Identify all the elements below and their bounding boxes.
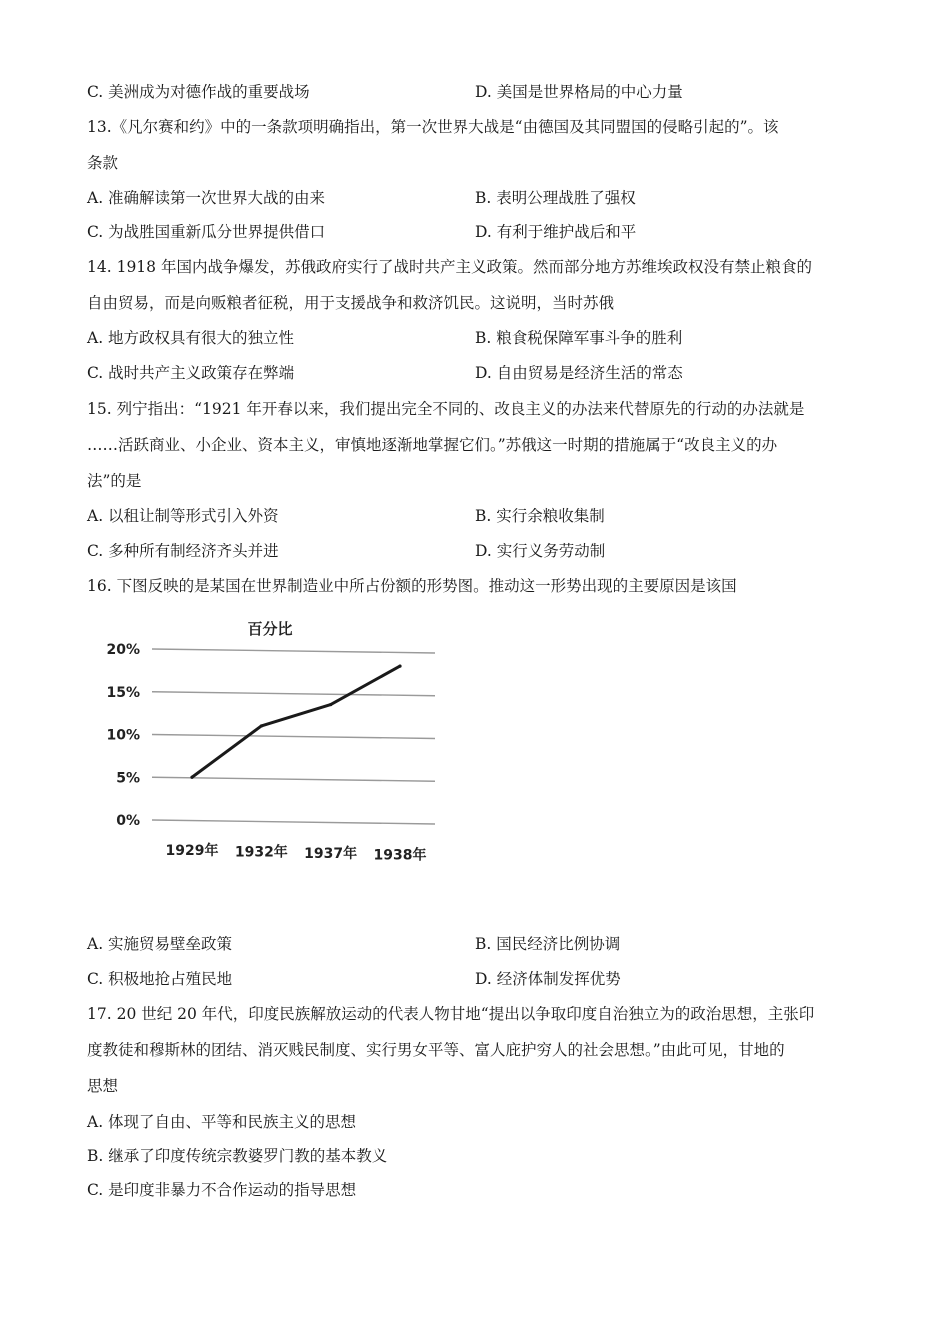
q17-option-b: B. 继承了印度传统宗教婆罗门教的基本教义 <box>87 1147 388 1165</box>
q13-stem-line2: 条款 <box>87 154 119 172</box>
q17-stem-line3: 思想 <box>87 1077 119 1095</box>
q12-option-d: D. 美国是世界格局的中心力量 <box>475 83 683 101</box>
data-point <box>190 776 193 779</box>
q15-stem-line3: 法”的是 <box>87 472 142 490</box>
gridline <box>152 692 435 696</box>
q17-option-c: C. 是印度非暴力不合作运动的指导思想 <box>87 1181 357 1199</box>
x-tick-label: 1932年 <box>234 844 288 861</box>
x-tick-label: 1929年 <box>165 843 219 859</box>
q16-option-a: A. 实施贸易壁垒政策 <box>87 935 233 953</box>
manufacturing-share-chart <box>100 612 445 882</box>
data-point <box>260 724 263 727</box>
q17-stem-line2: 度教徒和穆斯林的团结、消灭贱民制度、实行男女平等、富人庇护穷人的社会思想。”由此可见，甘地的 <box>87 1041 785 1059</box>
q13-option-c: C. 为战胜国重新瓜分世界提供借口 <box>87 223 326 241</box>
data-point <box>398 665 401 668</box>
q14-option-a: A. 地方政权具有很大的独立性 <box>87 329 295 347</box>
q15-option-d: D. 实行义务劳动制 <box>475 542 606 560</box>
q14-option-d: D. 自由贸易是经济生活的常态 <box>475 364 683 382</box>
gridline <box>152 735 435 739</box>
q12-option-c: C. 美洲成为对德作战的重要战场 <box>87 83 310 101</box>
q14-option-b: B. 粮食税保障军事斗争的胜利 <box>475 329 683 347</box>
y-tick-label: 20% <box>106 642 140 658</box>
x-tick-label: 1937年 <box>304 846 358 862</box>
q15-option-a: A. 以租让制等形式引入外资 <box>87 507 279 525</box>
q13-option-b: B. 表明公理战胜了强权 <box>475 189 636 207</box>
q14-stem-line2: 自由贸易，而是向贩粮者征税，用于支援战争和救济饥民。这说明，当时苏俄 <box>87 294 615 312</box>
chart-title: 百分比 <box>247 620 293 638</box>
q13-option-a: A. 准确解读第一次世界大战的由来 <box>87 189 326 207</box>
y-tick-label: 0% <box>116 813 140 829</box>
q16-option-c: C. 积极地抢占殖民地 <box>87 970 233 988</box>
q17-stem-line1: 17. 20 世纪 20 年代，印度民族解放运动的代表人物甘地“提出以争取印度自治独立为的政治思想，主张印 <box>87 1005 815 1023</box>
q14-stem-line1: 14. 1918 年国内战争爆发，苏俄政府实行了战时共产主义政策。然而部分地方苏维埃政权没有禁止粮食的 <box>87 258 812 276</box>
q16-option-d: D. 经济体制发挥优势 <box>475 970 621 988</box>
y-tick-label: 5% <box>116 770 140 787</box>
q13-option-d: D. 有利于维护战后和平 <box>475 223 637 241</box>
data-point <box>329 703 332 706</box>
x-tick-label: 1938年 <box>373 847 427 864</box>
q17-option-a: A. 体现了自由、平等和民族主义的思想 <box>87 1113 357 1131</box>
q15-stem-line2: ……活跃商业、小企业、资本主义，审慎地逐渐地掌握它们。”苏俄这一时期的措施属于“改良主义的办 <box>87 436 778 454</box>
q15-stem-line1: 15. 列宁指出：“1921 年开春以来，我们提出完全不同的、改良主义的办法来代替原先的行动的办法就是 <box>87 400 805 418</box>
gridline <box>152 820 435 824</box>
series-line <box>192 666 400 777</box>
q15-option-b: B. 实行余粮收集制 <box>475 507 605 525</box>
q14-option-c: C. 战时共产主义政策存在弊端 <box>87 364 295 382</box>
q15-option-c: C. 多种所有制经济齐头并进 <box>87 542 279 560</box>
y-tick-label: 15% <box>106 684 140 701</box>
q16-option-b: B. 国民经济比例协调 <box>475 935 621 953</box>
y-tick-label: 10% <box>106 727 140 744</box>
gridline <box>152 649 435 653</box>
gridline <box>152 777 435 781</box>
q16-stem-line1: 16. 下图反映的是某国在世界制造业中所占份额的形势图。推动这一形势出现的主要原因是该国 <box>87 577 737 595</box>
q13-stem-line1: 13.《凡尔赛和约》中的一条款项明确指出，第一次世界大战是“由德国及其同盟国的侵略引起的”。该 <box>87 118 779 136</box>
